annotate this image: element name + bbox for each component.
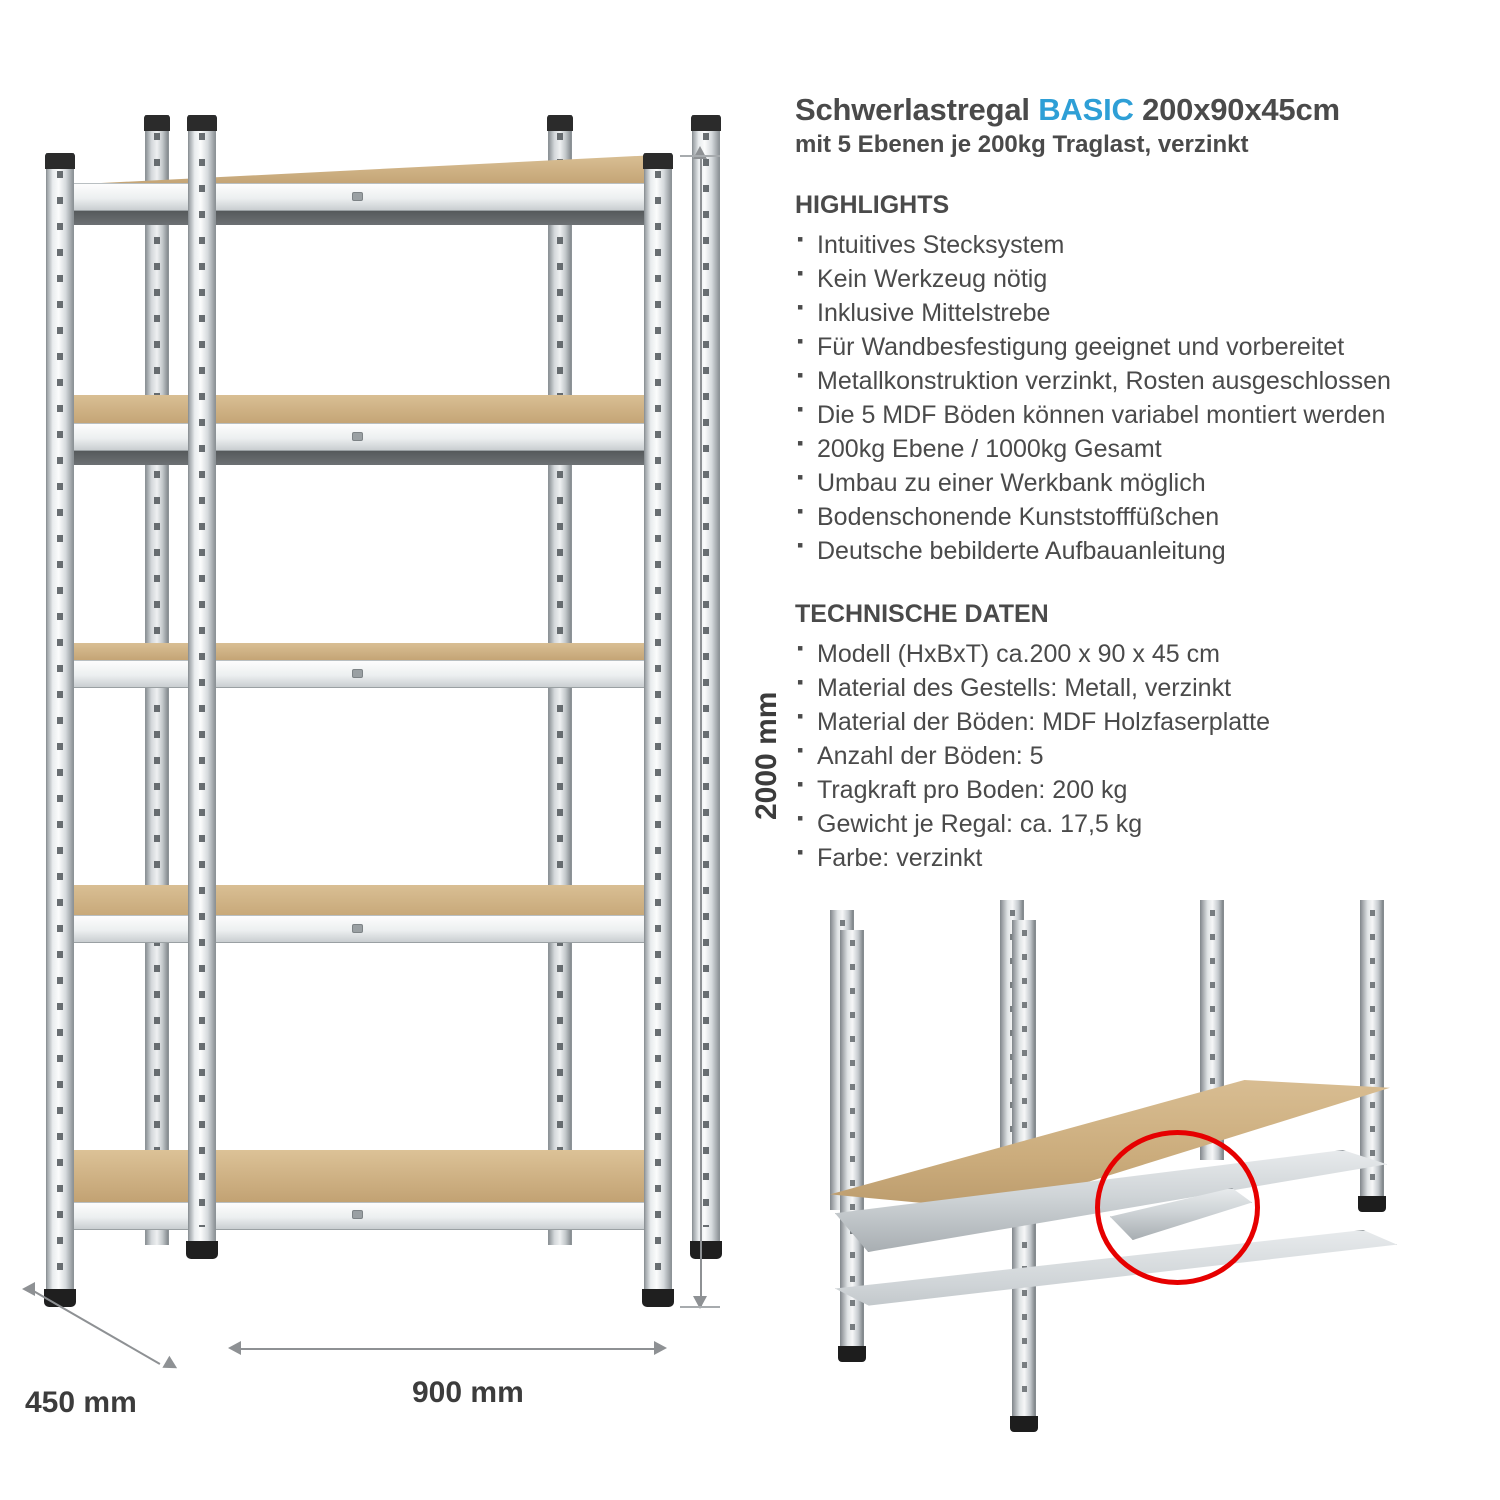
post-perforation	[57, 171, 63, 1275]
shelf-board-top-surface	[62, 643, 657, 661]
shelf-screw-icon	[352, 1210, 363, 1219]
list-item: ▪ Die 5 MDF Böden können variabel montiert werden	[795, 398, 1485, 432]
list-item: ▪ Modell (HxBxT) ca.200 x 90 x 45 cm	[795, 637, 1485, 671]
shelf-board-top-surface	[62, 1150, 657, 1202]
product-title	[795, 92, 1485, 129]
post-foot-icon	[690, 1241, 722, 1259]
product-title-main: Schwerlastregal	[795, 92, 1030, 127]
list-item: ▪ Farbe: verzinkt	[795, 841, 1485, 875]
shelf-post-mid-right	[692, 115, 720, 1245]
list-item: ▪ Tragkraft pro Boden: 200 kg	[795, 773, 1485, 807]
shelf-screw-icon	[352, 432, 363, 441]
post-foot-icon	[1010, 1416, 1038, 1432]
post-foot-icon	[838, 1346, 866, 1362]
post-foot-icon	[642, 1289, 674, 1307]
post-cap-icon	[643, 153, 673, 169]
post-perforation	[1370, 910, 1375, 1190]
shelf-post-front-left	[46, 153, 74, 1293]
post-foot-icon	[186, 1241, 218, 1259]
list-item: ▪ 200kg Ebene / 1000kg Gesamt	[795, 432, 1485, 466]
list-item: ▪ Anzahl der Böden: 5	[795, 739, 1485, 773]
post-cap-icon	[547, 115, 573, 131]
shelf-level-3	[62, 643, 657, 713]
dimension-depth-label: 450 mm	[25, 1386, 137, 1419]
shelf-board-top-surface	[62, 885, 657, 915]
product-info-panel	[795, 92, 1485, 875]
detail-post-right-front	[1360, 900, 1384, 1200]
shelving-unit-illustration	[40, 95, 680, 1325]
post-cap-icon	[187, 115, 217, 131]
post-cap-icon	[691, 115, 721, 131]
shelf-screw-icon	[352, 192, 363, 201]
dimension-width-label: 900 mm	[412, 1376, 524, 1409]
shelf-post-front-right	[644, 153, 672, 1293]
list-item: ▪ Für Wandbesfestigung geeignet und vorbereitet	[795, 330, 1485, 364]
technical-heading: TECHNISCHE DATEN	[795, 600, 1049, 629]
shelf-board-top-surface	[62, 395, 657, 425]
highlight-circle-annotation	[1095, 1130, 1260, 1285]
detail-photo-mittelstrebe	[800, 900, 1490, 1460]
shelf-screw-icon	[352, 669, 363, 678]
shelf-level-5	[62, 1150, 657, 1242]
list-item: ▪ Intuitives Stecksystem	[795, 228, 1485, 262]
post-cap-icon	[45, 153, 75, 169]
post-perforation	[199, 133, 205, 1227]
post-perforation	[850, 940, 855, 1340]
highlights-heading: HIGHLIGHTS	[795, 191, 950, 220]
shelf-level-4	[62, 885, 657, 977]
technical-list	[795, 637, 1485, 875]
list-item: ▪ Inklusive Mittelstrebe	[795, 296, 1485, 330]
product-title-size: 200x90x45cm	[1142, 92, 1340, 127]
list-item: ▪ Kein Werkzeug nötig	[795, 262, 1485, 296]
shelf-post-mid-left	[188, 115, 216, 1245]
list-item: ▪ Metallkonstruktion verzinkt, Rosten ausgeschlossen	[795, 364, 1485, 398]
list-item: ▪ Material der Böden: MDF Holzfaserplatte	[795, 705, 1485, 739]
list-item: ▪ Umbau zu einer Werkbank möglich	[795, 466, 1485, 500]
post-perforation	[655, 171, 661, 1275]
shelf-screw-icon	[352, 924, 363, 933]
shelf-board-top-surface	[62, 155, 657, 185]
shelf-level-1	[62, 155, 657, 247]
post-cap-icon	[144, 115, 170, 131]
product-title-brand: BASIC	[1038, 92, 1134, 127]
post-perforation	[703, 133, 709, 1227]
dimension-height-label: 2000 mm	[750, 691, 783, 820]
list-item: ▪ Gewicht je Regal: ca. 17,5 kg	[795, 807, 1485, 841]
product-subtitle: mit 5 Ebenen je 200kg Traglast, verzinkt	[795, 130, 1249, 158]
list-item: ▪ Bodenschonende Kunststofffüßchen	[795, 500, 1485, 534]
post-foot-icon	[1358, 1196, 1386, 1212]
list-item: ▪ Material des Gestells: Metall, verzinkt	[795, 671, 1485, 705]
shelf-level-2	[62, 395, 657, 487]
list-item: ▪ Deutsche bebilderte Aufbauanleitung	[795, 534, 1485, 568]
highlights-list	[795, 228, 1485, 568]
